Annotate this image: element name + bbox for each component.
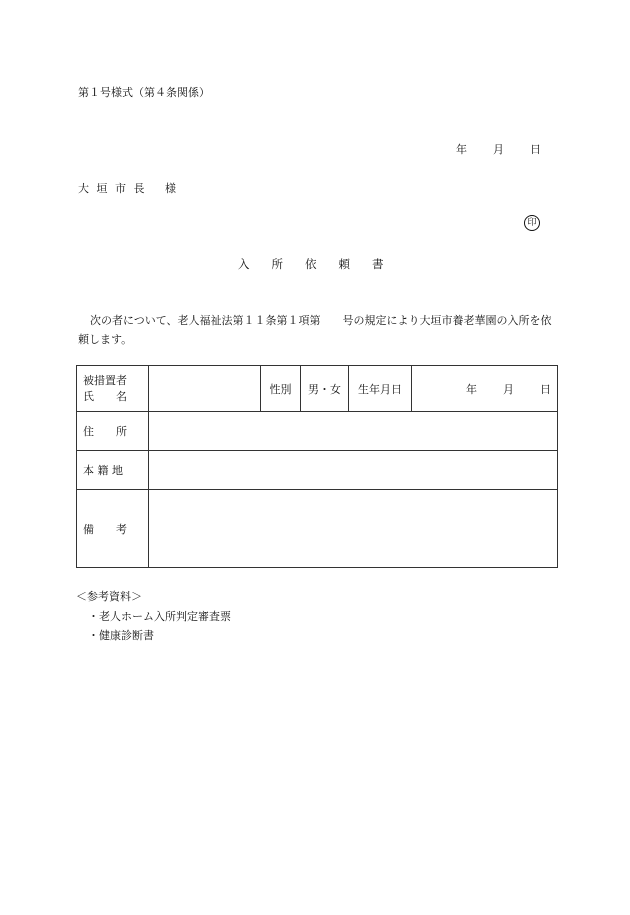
table-row — [77, 490, 558, 568]
table-row — [77, 412, 558, 451]
list-item: ・老人ホーム入所判定審査票 — [88, 610, 231, 623]
domicile-label: 本 籍 地 — [77, 451, 149, 490]
name-label-cell — [77, 366, 149, 412]
birth-year-label: 年 — [466, 382, 477, 396]
remarks-field[interactable] — [149, 490, 558, 568]
submission-date — [456, 141, 541, 157]
gender-label: 性別 — [261, 366, 301, 412]
addressee: 大 垣 市 長 様 — [78, 182, 178, 195]
list-item: ・健康診断書 — [88, 629, 154, 642]
references-list — [88, 607, 231, 645]
address-field[interactable] — [149, 412, 558, 451]
name-label-line1: 被措置者 — [83, 373, 127, 387]
gender-field[interactable]: 男・女 — [301, 366, 349, 412]
table-row — [77, 366, 558, 412]
birth-day-label: 日 — [540, 382, 551, 396]
birth-month-label: 月 — [503, 382, 514, 396]
request-statement: 次の者について、老人福祉法第１１条第１項第 号の規定により大垣市養老華園の入所を依頼します。 — [78, 314, 552, 346]
references-heading: ＜参考資料＞ — [76, 590, 142, 603]
birthdate-label: 生年月日 — [349, 366, 412, 412]
remarks-label: 備 考 — [77, 490, 149, 568]
table-row — [77, 451, 558, 490]
applicant-table — [76, 365, 558, 568]
address-label: 住 所 — [77, 412, 149, 451]
form-number: 第１号様式（第４条関係） — [78, 86, 210, 99]
name-label-line2: 氏 名 — [83, 389, 127, 403]
date-day-label: 日 — [530, 143, 541, 156]
domicile-field[interactable] — [149, 451, 558, 490]
date-month-label: 月 — [493, 143, 504, 156]
document-title: 入所依頼書 — [238, 257, 406, 271]
seal-mark: 印 — [524, 215, 540, 231]
date-year-label: 年 — [456, 143, 467, 156]
name-field[interactable] — [149, 366, 261, 412]
birthdate-field[interactable] — [412, 366, 558, 412]
